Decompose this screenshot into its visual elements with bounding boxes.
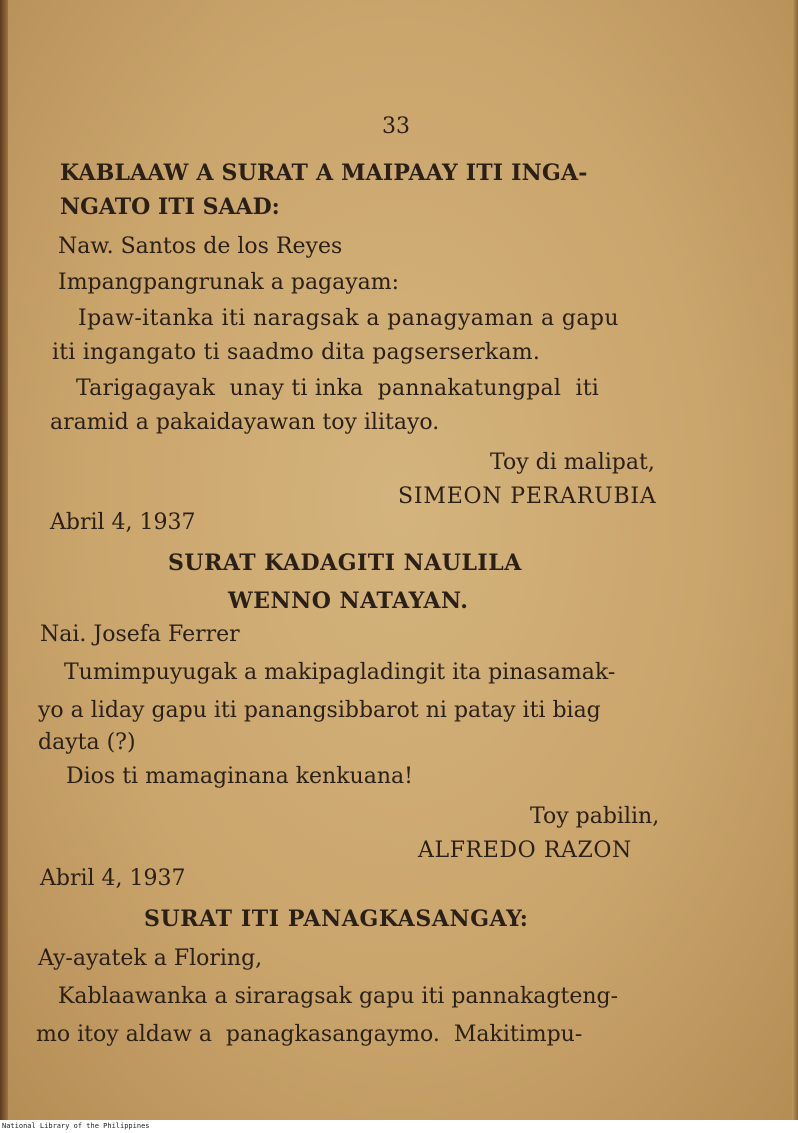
section2-body-line4: Dios ti mamaginana kenkuana! bbox=[66, 764, 413, 789]
section1-body-line1: Ipaw-itanka iti naragsak a panagyaman a gapu bbox=[78, 306, 619, 331]
section2-body-line3: dayta (?) bbox=[38, 730, 136, 755]
section2-heading-line2: WENNO NATAYAN. bbox=[228, 588, 469, 614]
section1-body-line4: aramid a pakaidayawan toy ilitayo. bbox=[50, 410, 440, 435]
section1-heading-line2: NGATO ITI SAAD: bbox=[60, 194, 280, 220]
footer-credit: National Library of the Philippines bbox=[2, 1122, 150, 1130]
section1-salutation: Impangpangrunak a pagayam: bbox=[58, 270, 400, 295]
page-right-edge bbox=[792, 0, 798, 1120]
section1-heading-line1: KABLAAW A SURAT A MAIPAAY ITI INGA- bbox=[60, 160, 588, 186]
page-number: 33 bbox=[382, 114, 410, 139]
section3-heading: SURAT ITI PANAGKASANGAY: bbox=[144, 906, 529, 932]
section2-body-line1: Tumimpuyugak a makipagladingit ita pinasamak- bbox=[64, 660, 616, 685]
section3-addressee: Ay-ayatek a Floring, bbox=[38, 946, 263, 971]
section2-signature: ALFREDO RAZON bbox=[418, 838, 632, 863]
section2-closing: Toy pabilin, bbox=[530, 804, 660, 829]
section2-body-line2: yo a liday gapu iti panangsibbarot ni patay iti biag bbox=[38, 698, 601, 723]
section1-date: Abril 4, 1937 bbox=[50, 510, 196, 535]
section1-body-line3: Tarigagayak unay ti inka pannakatungpal iti bbox=[76, 376, 599, 401]
section2-date: Abril 4, 1937 bbox=[40, 866, 186, 891]
section3-body-line2: mo itoy aldaw a panagkasangaymo. Makitimpu- bbox=[36, 1022, 583, 1047]
section1-closing: Toy di malipat, bbox=[490, 450, 655, 475]
page-left-edge bbox=[0, 0, 8, 1120]
section1-addressee: Naw. Santos de los Reyes bbox=[58, 234, 343, 259]
section3-body-line1: Kablaawanka a siraragsak gapu iti pannakagteng- bbox=[58, 984, 619, 1009]
section1-body-line2: iti ingangato ti saadmo dita pagserserkam. bbox=[52, 340, 541, 365]
section2-heading-line1: SURAT KADAGITI NAULILA bbox=[168, 550, 522, 576]
section1-signature: SIMEON PERARUBIA bbox=[398, 484, 657, 509]
section2-addressee: Nai. Josefa Ferrer bbox=[40, 622, 240, 647]
